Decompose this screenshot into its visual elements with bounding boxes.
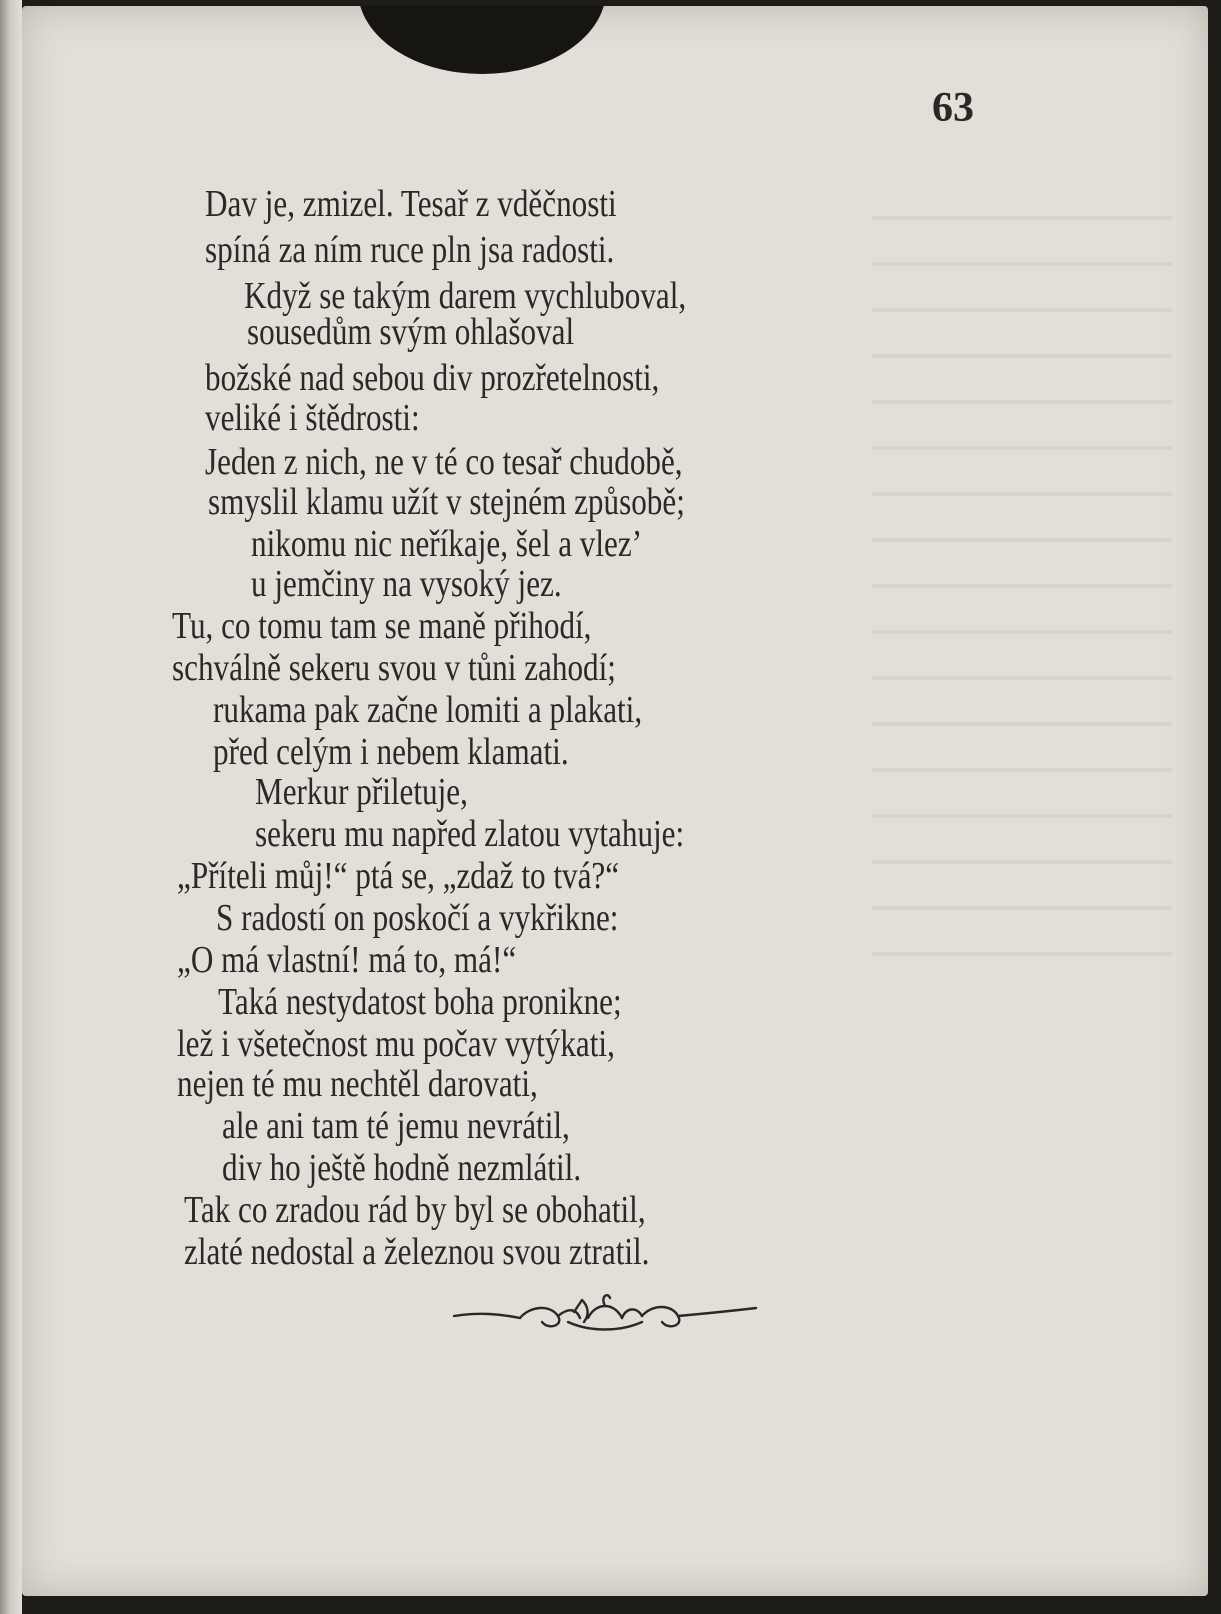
poem-line: zlaté nedostal a železnou svou ztratil. xyxy=(184,1231,650,1273)
poem-line: ale ani tam té jemu nevrátil, xyxy=(222,1105,570,1147)
poem-line: u jemčiny na vysoký jez. xyxy=(251,563,562,605)
poem-line: smyslil klamu užít v stejném způsobě; xyxy=(208,481,685,523)
poem-line: „Příteli můj!“ ptá se, „zdaž to tvá?“ xyxy=(177,855,620,897)
poem-line: div ho ještě hodně nezmlátil. xyxy=(222,1147,582,1189)
poem-line: rukama pak začne lomiti a plakati, xyxy=(213,689,643,731)
poem-line: S radostí on poskočí a vykřikne: xyxy=(216,897,619,939)
poem-line: před celým i nebem klamati. xyxy=(213,731,569,773)
poem-line: spíná za ním ruce pln jsa radosti. xyxy=(205,229,615,271)
poem-line: Tak co zradou rád by byl se obohatil, xyxy=(184,1189,646,1231)
poem-line: schválně sekeru svou v tůni zahodí; xyxy=(172,647,616,689)
poem-line: Merkur přiletuje, xyxy=(255,771,468,813)
poem-line: sousedům svým ohlašoval xyxy=(247,311,575,353)
poem-line: Jeden z nich, ne v té co tesař chudobě, xyxy=(205,441,683,483)
poem xyxy=(22,6,1208,1596)
poem-line: nikomu nic neříkaje, šel a vlez’ xyxy=(251,523,643,565)
poem-line: lež i všetečnost mu počav vytýkati, xyxy=(177,1023,615,1065)
book-page xyxy=(22,6,1208,1596)
page-number: 63 xyxy=(932,85,974,131)
poem-line: veliké i štědrosti: xyxy=(205,397,420,439)
poem-line: „O má vlastní! má to, má!“ xyxy=(177,939,517,981)
poem-line: nejen té mu nechtěl darovati, xyxy=(177,1063,538,1105)
poem-line: Když se takým darem vychluboval, xyxy=(244,275,687,317)
poem-line: božské nad sebou div prozřetelnosti, xyxy=(205,357,660,399)
poem-line: Taká nestydatost boha pronikne; xyxy=(218,981,622,1023)
poem-line: sekeru mu napřed zlatou vytahuje: xyxy=(255,813,685,855)
poem-line: Dav je, zmizel. Tesař z vděčnosti xyxy=(205,183,617,225)
poem-line: Tu, co tomu tam se maně přihodí, xyxy=(172,605,592,647)
book-spine-edge xyxy=(0,0,22,1614)
decorative-flourish-icon xyxy=(450,1288,760,1342)
